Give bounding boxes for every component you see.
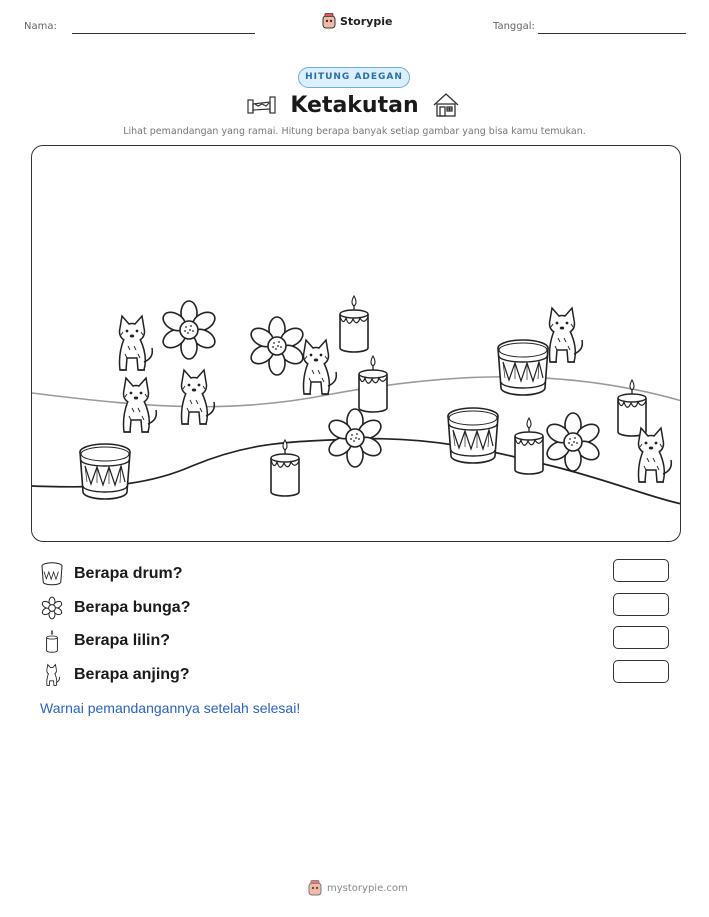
storypie-logo-icon (322, 13, 336, 29)
dog-4 (304, 340, 337, 394)
question-flower (40, 596, 190, 620)
question-candle (40, 629, 170, 653)
footer-url: mystorypie.com (327, 882, 408, 894)
candle-2 (359, 356, 387, 412)
date-line[interactable] (538, 33, 686, 34)
question-drum (40, 562, 182, 586)
date-label: Tanggal: (493, 21, 535, 32)
closing-instruction: Warnai pemandangannya setelah selesai! (40, 700, 301, 716)
candle-icon (40, 629, 64, 653)
brand-logo (322, 13, 392, 29)
flower-1 (160, 301, 218, 359)
scene-illustration (32, 146, 681, 542)
brand-name: Storypie (340, 14, 393, 28)
drum-2 (498, 340, 548, 395)
dog-6 (639, 428, 672, 482)
page-title: Ketakutan (290, 93, 419, 118)
footer-brand (308, 880, 408, 896)
candle-3 (271, 440, 299, 496)
question-text: Berapa drum? (74, 565, 183, 582)
storypie-logo-icon (308, 880, 322, 896)
drum-icon (40, 562, 64, 586)
dog-1 (120, 316, 153, 370)
question-text: Berapa lilin? (74, 632, 171, 649)
answer-box-flower[interactable] (613, 593, 669, 616)
flower-4 (544, 413, 602, 471)
drum-3 (448, 408, 498, 463)
flower-2 (248, 317, 306, 375)
instructions: Lihat pemandangan yang ramai. Hitung berapa banyak setiap gambar yang bisa kamu temukan. (123, 126, 586, 137)
question-text: Berapa bunga? (74, 599, 191, 616)
house-icon (432, 92, 460, 118)
candle-4 (515, 418, 543, 474)
candle-1 (340, 296, 368, 352)
activity-badge: HITUNG ADEGAN (298, 67, 410, 88)
drum-1 (80, 444, 130, 499)
question-text: Berapa anjing? (74, 666, 190, 683)
dog-3 (182, 370, 215, 424)
dog-5 (550, 308, 583, 362)
answer-box-candle[interactable] (613, 626, 669, 649)
counting-scene (31, 145, 681, 542)
name-line[interactable] (72, 33, 255, 34)
answer-box-drum[interactable] (613, 559, 669, 582)
question-dog (40, 663, 190, 687)
flower-icon (40, 596, 64, 620)
dog-icon (40, 663, 64, 687)
candle-5 (618, 380, 646, 436)
answer-box-dog[interactable] (613, 660, 669, 683)
name-label: Nama: (24, 21, 57, 32)
